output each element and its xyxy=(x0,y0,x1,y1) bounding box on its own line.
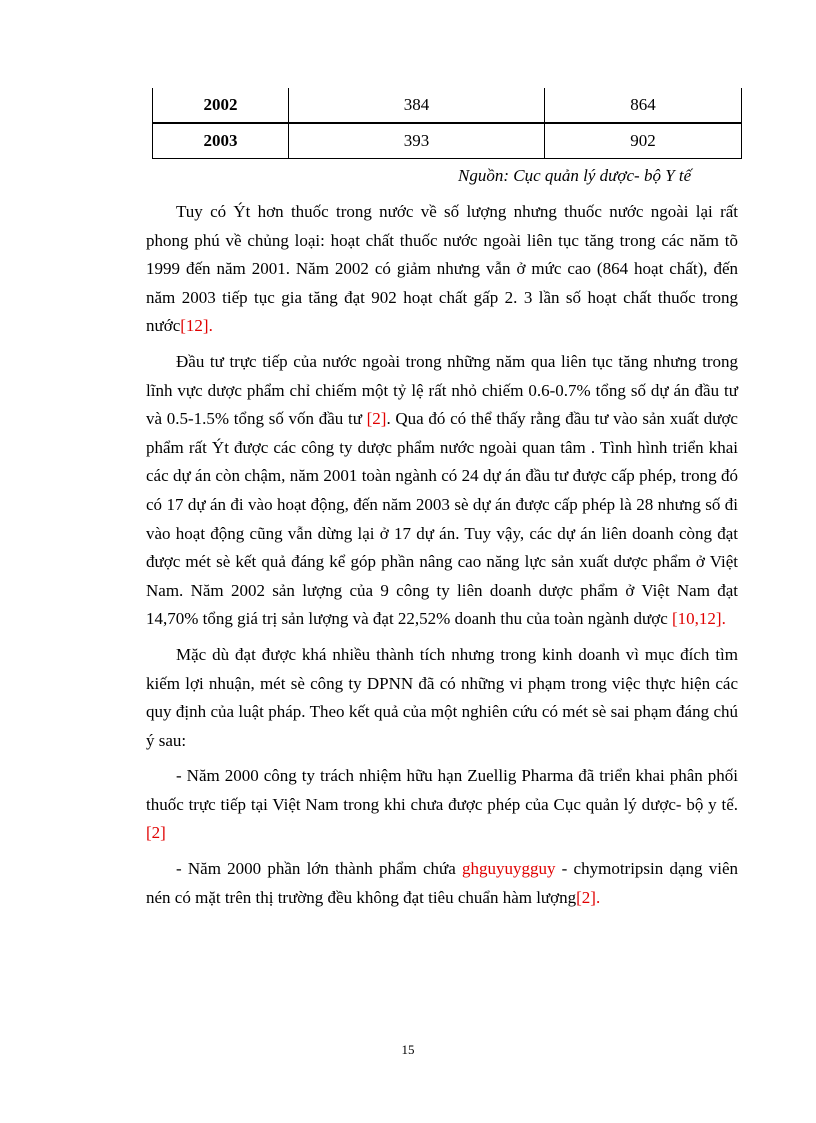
paragraph-text: Tuy có Ýt hơn thuốc trong nước về số lượng nhưng thuốc nước ngoài lại rất phong phú về chủng loại: hoạt chất thuốc nước ngoài liên tục tăng trong các năm tõ 1999 đến năm 2001. Năm 2002 có giảm nhưng vẫn ở mức cao (864 hoạt chất), đến năm 2003 tiếp tục gia tăng đạt 902 hoạt chất gấp 2. 3 lần số hoạt chất thuốc trong nước xyxy=(146,202,738,336)
table-source-caption: Nguồn: Cục quản lý dược- bộ Y tế xyxy=(458,166,692,185)
table-cell-foreign: 902 xyxy=(545,123,742,159)
table-row xyxy=(153,123,742,159)
paragraph xyxy=(146,348,738,634)
paragraph-text: Đầu tư trực tiếp của nước ngoài trong những năm qua liên tục tăng nhưng trong lĩnh vực dược phẩm chỉ chiếm một tỷ lệ rất nhỏ chiếm 0.6-0.7% tổng số dự án đầu tư và 0.5-1.5% tổng số vốn đầu tư xyxy=(146,351,738,429)
paragraph xyxy=(146,641,738,755)
body-text xyxy=(146,198,738,919)
paragraph-text: - Năm 2000 công ty trách nhiệm hữu hạn Zuellig Pharma đã triển khai phân phối thuốc trực tiếp tại Việt Nam trong khi chưa được phép của Cục quản lý dược- bộ y tế. xyxy=(146,766,738,814)
list-item xyxy=(146,855,738,912)
table-cell-foreign: 864 xyxy=(545,88,742,123)
reference-link[interactable]: [12]. xyxy=(180,316,213,336)
highlighted-term: ghguyuygguy xyxy=(461,859,556,879)
reference-link[interactable]: [2] xyxy=(366,409,387,429)
paragraph-text: . Qua đó có thể thấy rằng đầu tư vào sản xuất dược phẩm rất Ýt được các công ty dược phẩm nước ngoài quan tâm . Tình hình triển khai các dự án còn chậm, năm 2001 toàn ngành có 24 dự án đầu tư được cấp phép, trong đó có 17 dự án đi vào hoạt động, đến năm 2003 sè dự án được cấp phép là 28 nhưng số đi vào hoạt động cũng vẫn dừng lại ở 17 dự án. Tuy vậy, các dự án liên doanh còng đạt được mét sè kết quả đáng kể góp phần nâng cao năng lực sản xuất dược phẩm ở Việt Nam. Năm 2002 sản lượng của 9 công ty liên doanh dược phẩm ở Việt Nam đạt 14,70% tổng giá trị sản lượng và đạt 22,52% doanh thu của toàn ngành dược xyxy=(146,409,738,629)
paragraph-text: Mặc dù đạt được khá nhiều thành tích nhưng trong kinh doanh vì mục đích tìm kiếm lợi nhuận, mét sè công ty DPNN đã có những vi phạm trong việc thực hiện các quy định của luật pháp. Theo kết quả của một nghiên cứu có mét sè sai phạm đáng chú ý sau: xyxy=(146,644,738,750)
paragraph xyxy=(146,198,738,341)
table-cell-domestic: 393 xyxy=(289,123,545,159)
table-cell-year: 2002 xyxy=(153,88,289,123)
reference-link[interactable]: [2] xyxy=(576,887,596,907)
table-cell-domestic: 384 xyxy=(289,88,545,123)
table-row xyxy=(153,88,742,123)
page-number: 15 xyxy=(401,1042,415,1057)
list-item xyxy=(146,762,738,848)
paragraph-text: - chymotripsin dạng viên nén có mặt trên thị trường đều không đạt tiêu chuẩn hàm lượng xyxy=(146,859,738,907)
reference-link[interactable]: [2] xyxy=(146,823,166,843)
reference-link[interactable]: [10,12]. xyxy=(672,609,726,629)
paragraph-text: - Năm 2000 phần lớn thành phẩm chứa xyxy=(176,859,462,879)
punctuation: . xyxy=(595,887,601,907)
statistics-table xyxy=(152,88,742,159)
table-cell-year: 2003 xyxy=(153,123,289,159)
